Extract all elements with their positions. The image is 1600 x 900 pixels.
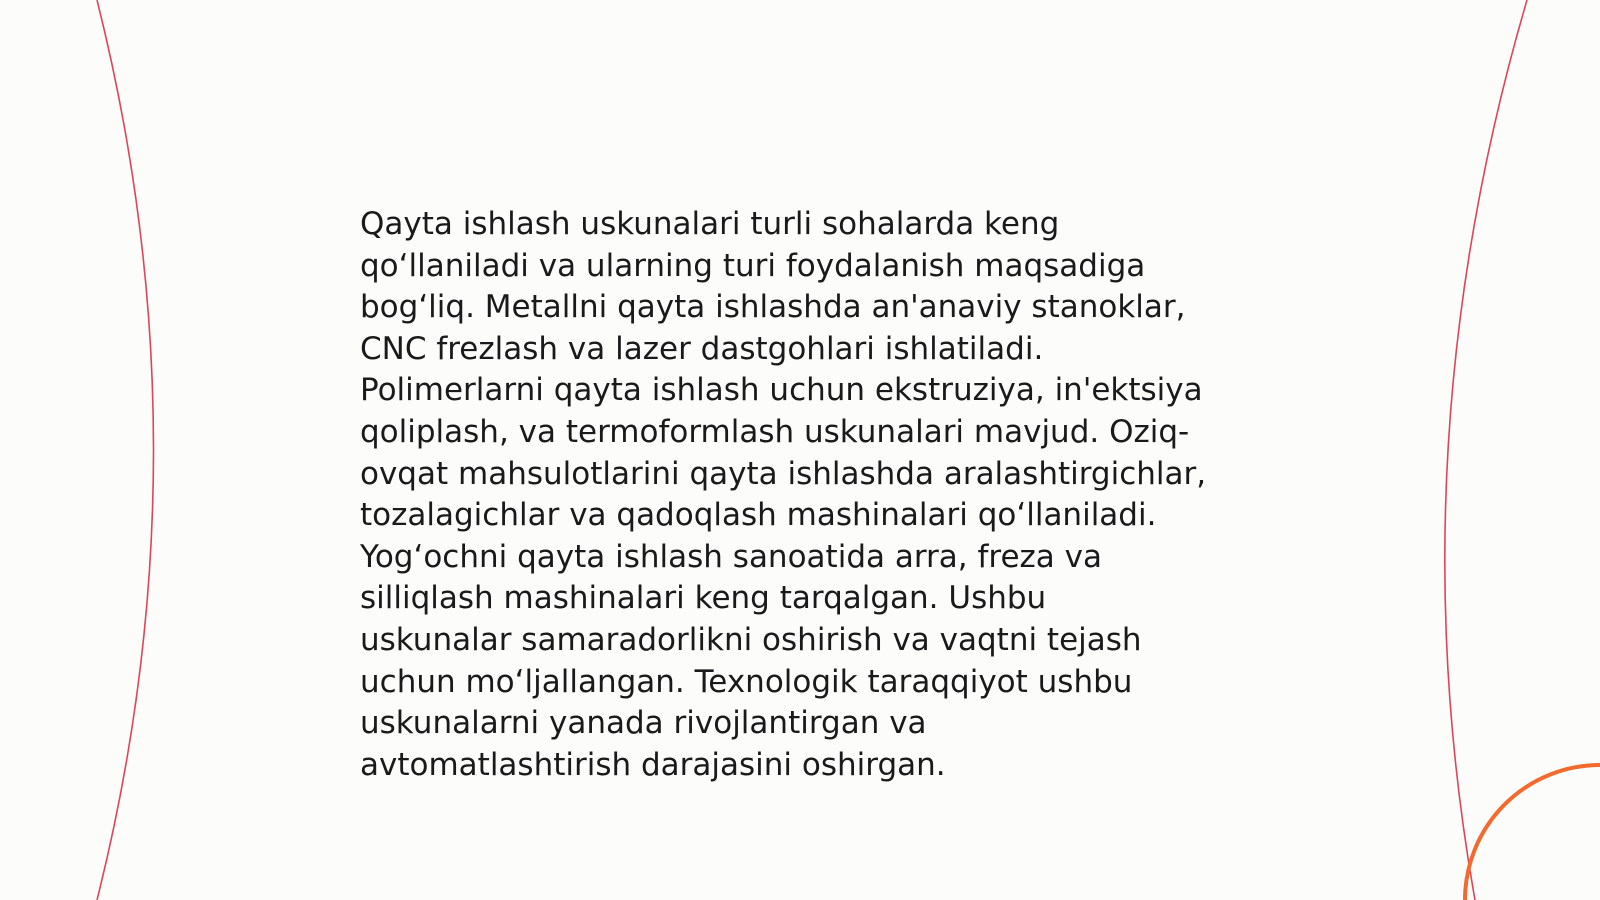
orange-circle-outline	[1465, 765, 1600, 900]
paragraph-line: silliqlash mashinalari keng tarqalgan. Ushbu	[360, 580, 1047, 617]
left-arc-line	[97, 0, 154, 900]
paragraph-line: ovqat mahsulotlarini qayta ishlashda aralashtirgichlar,	[360, 455, 1207, 492]
paragraph-line: CNC frezlash va lazer dastgohlari ishlatiladi.	[360, 330, 1044, 367]
paragraph-line: uskunalar samaradorlikni oshirish va vaqtni tejash	[360, 621, 1142, 658]
body-paragraph	[360, 204, 1260, 786]
paragraph-line: Yog‘ochni qayta ishlash sanoatida arra, freza va	[360, 538, 1103, 575]
paragraph-line: Polimerlarni qayta ishlash uchun ekstruziya, in'ektsiya	[360, 372, 1203, 409]
right-arc-line	[1445, 0, 1527, 900]
paragraph-line: qo‘llaniladi va ularning turi foydalanish maqsadiga	[360, 247, 1146, 284]
paragraph-line: avtomatlashtirish darajasini oshirgan.	[360, 746, 946, 783]
paragraph-line: tozalagichlar va qadoqlash mashinalari qo‘llaniladi.	[360, 497, 1157, 534]
paragraph-line: uskunalarni yanada rivojlantirgan va	[360, 705, 927, 742]
paragraph-line: bog‘liq. Metallni qayta ishlashda an'anaviy stanoklar,	[360, 289, 1186, 326]
paragraph-line: qoliplash, va termoformlash uskunalari mavjud. Oziq-	[360, 413, 1190, 450]
paragraph-line: Qayta ishlash uskunalari turli sohalarda keng	[360, 206, 1060, 242]
paragraph-line: uchun mo‘ljallangan. Texnologik taraqqiyot ushbu	[360, 663, 1133, 700]
